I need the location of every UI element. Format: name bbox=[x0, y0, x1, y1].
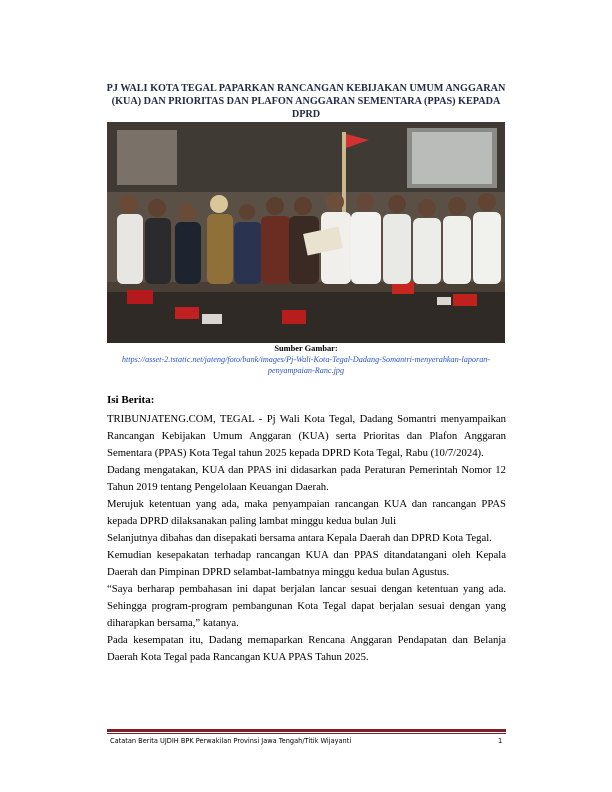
image-source-link[interactable]: https://asset-2.tstatic.net/jateng/foto/bank/images/Pj-Wali-Kota-Tegal-Dadang-Somantri-menyerahkan-laporan-penyampaian-Ranc.jpg bbox=[121, 355, 491, 375]
paragraph: TRIBUNJATENG.COM, TEGAL - Pj Wali Kota Tegal, Dadang Somantri menyampaikan Rancangan Kebijakan Umum Anggaran (KUA) serta Prioritas dan Plafon Anggaran Sementara (PPAS) Kota Tegal tahun 2025 kepada DPRD Kota Tegal, Rabu (10/7/2024). bbox=[107, 413, 506, 459]
section-heading: Isi Berita: bbox=[107, 394, 155, 406]
news-photo bbox=[107, 122, 505, 343]
paragraph: Merujuk ketentuan yang ada, maka penyampaian rancangan KUA dan rancangan PPAS kepada DPRD dilaksanakan paling lambat minggu kedua bulan Juli bbox=[107, 498, 506, 527]
paragraph: Dadang mengatakan, KUA dan PPAS ini didasarkan pada Peraturan Pemerintah Nomor 12 Tahun 2019 tentang Pengelolaan Keuangan Daerah. bbox=[107, 464, 506, 493]
paragraph: “Saya berharap pembahasan ini dapat berjalan lancar sesuai dengan ketentuan yang ada. Sehingga program-program pembangunan Kota Tegal dapat berjalan sesuai dengan yang diharapkan bersama,” katanya. bbox=[107, 583, 506, 629]
document-title: PJ WALI KOTA TEGAL PAPARKAN RANCANGAN KEBIJAKAN UMUM ANGGARAN (KUA) DAN PRIORITAS DAN PLAFON ANGGARAN SEMENTARA (PPAS) KEPADA DPRD bbox=[106, 83, 506, 120]
footer-divider bbox=[107, 729, 506, 732]
footer-text: Catatan Berita UJDIH BPK Perwakilan Provinsi Jawa Tengah/Titik Wijayanti bbox=[110, 737, 352, 745]
paragraph: Pada kesempatan itu, Dadang memaparkan Rencana Anggaran Pendapatan dan Belanja Daerah Kota Tegal pada Rancangan KUA PPAS Tahun 2025. bbox=[107, 634, 506, 663]
footer-divider-thin bbox=[107, 733, 506, 734]
paragraph: Kemudian kesepakatan terhadap rancangan KUA dan PPAS ditandatangani oleh Kepala Daerah dan Pimpinan DPRD selambat-lambatnya minggu kedua bulan Agustus. bbox=[107, 549, 506, 578]
paragraph: Selanjutnya dibahas dan disepakati bersama antara Kepala Daerah dan DPRD Kota Tegal. bbox=[107, 532, 492, 544]
image-source-label: Sumber Gambar: bbox=[274, 344, 338, 353]
page-number: 1 bbox=[498, 737, 503, 745]
article-body bbox=[107, 411, 506, 666]
